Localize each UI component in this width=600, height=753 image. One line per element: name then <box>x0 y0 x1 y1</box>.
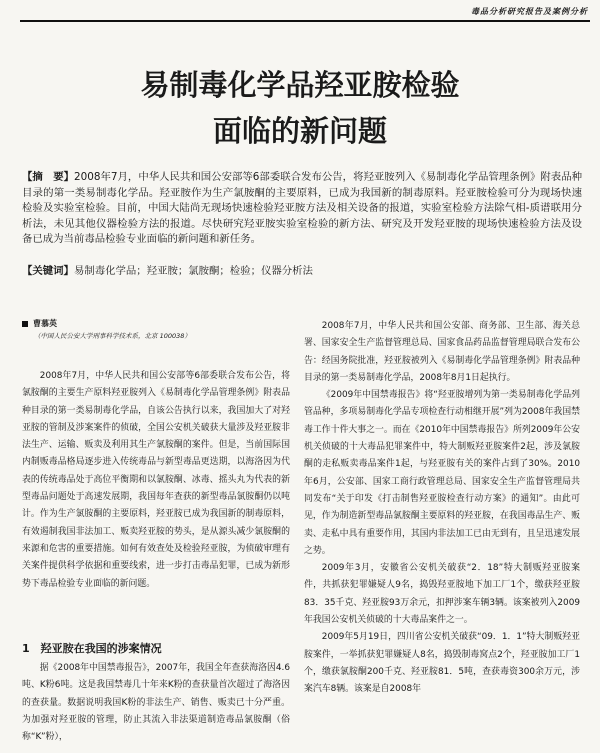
left-paragraph: 2008年7月，中华人民共和国公安部等6部委联合发布公告，将氯胺酮的主要生产原料羟亚胺列入《易制毒化学品管理条例》附表品种目录的第一类易制毒化学品，自该公告执行以来，我国加大了对羟亚胺的管制及涉案案件的侦破，全国公安机关破获大量涉及羟亚胺非法生产、运输、贩卖及利用其生产氯胺酮的案件。但是，当前国际国内制贩毒品格局逐步进入传统毒品与新型毒品更迭期，以海洛因为代表的传统毒品处于高位平衡期和以氯胺酮、冰毒、摇头丸为代表的新型毒品问题处于高速发展期，我国每年查获的新型毒品氯胺酮仍以吨计。作为生产氯胺酮的主要原料，羟亚胺已成为我国新的制毒原料，有效遏制我国非法加工、贩卖羟亚胺的势头，是从源头减少氯胺酮的来源和危害的重要措施。如何有效查处及检验羟亚胺，为侦破审理有关案件提供科学依据和重要线索，进一步打击毒品犯罪，已成为新形势下毒品检验专业面临的新问题。 <box>22 371 290 589</box>
author-name <box>22 318 57 329</box>
abstract <box>22 170 582 248</box>
right-column <box>304 318 580 699</box>
abstract-label: 【摘 要】 <box>22 171 75 183</box>
section-body <box>22 660 290 746</box>
right-paragraph-2: 《2009年中国禁毒报告》将“羟亚胺增列为第一类易制毒化学品列管品种，多项易制毒化学品专项检查行动相继开展”列为2008年我国禁毒工作十件大事之一。而在《2010年中国禁毒报告》所列2009年公安机关侦破的十大毒品犯罪案件中，特大制贩羟亚胺案件2起，涉及氯胺酮的走私贩卖毒品案件1起，与羟亚胺有关的案件占到了30%。2010年6月，公安部、国家工商行政管理总局、国家安全生产监督管理局共同发布“关于印发《打击制售羟亚胺检查行动方案》的通知”。由此可见，作为制造新型毒品氯胺酮主要原料的羟亚胺，在我国毒品生产、贩卖、走私中具有重要作用，其国内非法加工已由无到有，且呈迅速发展之势。 <box>304 390 580 556</box>
title-line-2: 面临的新问题 <box>212 114 387 148</box>
square-bullet-icon <box>22 321 28 327</box>
title-line-1: 易制毒化学品羟亚胺检验 <box>140 68 460 102</box>
keywords-text: 易制毒化学品；羟亚胺；氯胺酮；检验；仪器分析法 <box>73 265 313 277</box>
section-paragraph: 据《2008年中国禁毒报告》，2007年，我国全年查获海洛因4.6吨、K粉6吨。这是我国禁毒几十年来K粉的查获量首次超过了海洛因的查获量。数据说明我国K粉的非法生产、销售、贩卖已十分严重。为加强对羟亚胺的管理，防止其流入非法渠道制造毒品氯胺酮（俗称“K”粉）， <box>22 663 290 743</box>
author-affiliation: （中国人民公安大学刑事科学技术系，北京 100038） <box>34 332 191 340</box>
left-column-body <box>22 368 290 593</box>
header-rule <box>20 20 590 22</box>
running-header: 毒品分析研究报告及案例分析 <box>471 7 588 16</box>
right-paragraph-4: 2009年5月19日，四川省公安机关破获“09．1．1”特大制贩羟亚胺案件，一举抓获犯罪嫌疑人8名，捣毁制毒窝点2个，羟亚胺加工厂1个，缴获氯胺酮200千克、羟亚胺81．5吨，查获毒资300余万元，涉案汽车8辆。该案是自2008年 <box>304 632 580 695</box>
keywords-label: 【关键词】 <box>22 265 74 277</box>
right-paragraph-1: 2008年7月，中华人民共和国公安部、商务部、卫生部、海关总署、国家安全生产监督管理总局、国家食品药品监督管理局联合发布公告：经国务院批准，羟亚胺被列入《易制毒化学品管理条例》附表品种目录的第一类易制毒化学品，2008年8月1日起执行。 <box>304 321 580 383</box>
author-name-text: 曹慕英 <box>33 319 57 328</box>
section-heading: 1 羟亚胺在我国的涉案情况 <box>22 642 162 655</box>
keywords <box>22 264 582 279</box>
right-paragraph-3: 2009年3月，安徽省公安机关破获“2．18”特大制贩羟亚胺案件，共抓获犯罪嫌疑人9名，捣毁羟亚胺地下加工厂1个，缴获羟亚胺83．35千克、羟亚胺93万余元，扣押涉案车辆3辆。该案被列入2009年我国公安机关侦破的十大毒品案件之一。 <box>304 563 580 626</box>
abstract-text: 2008年7月，中华人民共和国公安部等6部委联合发布公告，将羟亚胺列入《易制毒化学品管理条例》附表品种目录的第一类易制毒化学品。羟亚胺作为生产氯胺酮的主要原料，已成为我国新的制毒原料。羟亚胺检验可分为现场快速检验及实验室检验。目前，中国大陆尚无现场快速检验羟亚胺方法及相关设备的报道，实验室检验方法除气相-质谱联用分析法，未见其他仪器检验方法的报道。尽快研究羟亚胺实验室检验的新方法、研究及开发羟亚胺的现场快速检验方法及设备已成为当前毒品检验专业面临的新问题和新任务。 <box>22 171 582 246</box>
article-title <box>0 62 600 154</box>
